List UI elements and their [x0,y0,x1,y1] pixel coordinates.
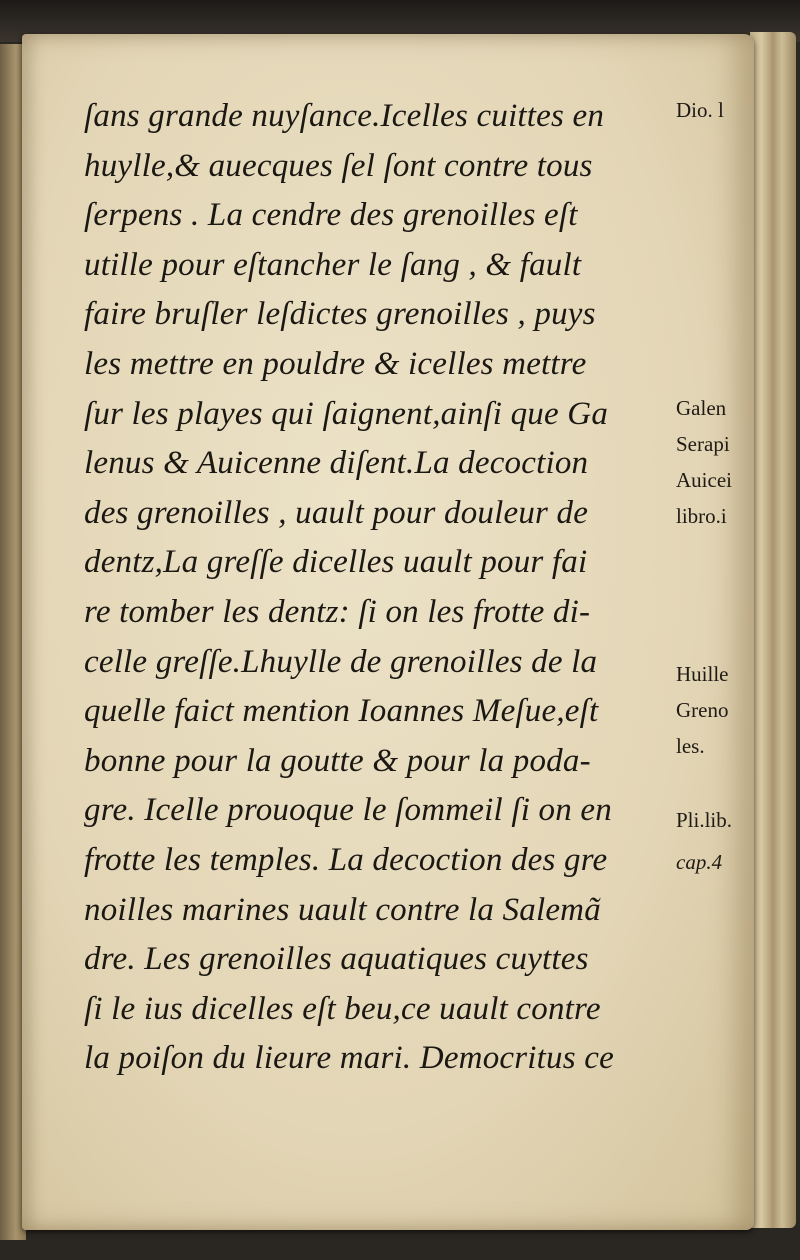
margin-note: cap.4 [676,850,723,874]
text-line: dentz,La greſſe dicelles uault pour fai [84,544,588,581]
margin-note: Galen [676,396,727,420]
text-line: noilles marines uault contre la Salemã [84,891,601,928]
margin-note: Greno [676,698,729,722]
body-text [84,92,674,1084]
margin-note: les. [676,734,705,758]
text-line: gre. Icelle prouoque le ſommeil ſi on en [84,792,612,829]
text-line: frotte les temples. La decoction des gre [84,841,608,878]
margin-note: Serapi [676,432,730,456]
text-line: lenus & Auicenne diſent.La decoction [84,445,589,482]
margin-note: libro.i [676,504,727,528]
text-line: celle greſſe.Lhuylle de grenoilles de la [84,643,598,680]
text-line: ſans grande nuyſance.Icelles cuittes en [84,98,605,134]
text-line: des grenoilles , uault pour douleur de [84,494,589,531]
page-stack-edge [750,32,796,1228]
text-line: utille pour eſtancher le ſang , & fault [84,246,582,283]
text-line: ſur les playes qui ſaignent,ainſi que Ga [84,395,609,432]
margin-note: Pli.lib. [676,808,733,832]
text-line: huylle,& auecques ſel ſont contre tous [84,147,593,184]
text-line: re tomber les dentz: ſi on les frotte di- [84,593,591,630]
text-line: ſi le ius dicelles eſt beu,ce uault contre [84,990,601,1027]
text-line: les mettre en pouldre & icelles mettre [84,345,587,382]
text-line: quelle faict mention Ioannes Meſue,eſt [84,693,599,730]
text-line: la poiſon du lieure mari. Democritus ce [84,1040,614,1077]
text-line: ſerpens . La cendre des grenoilles eſt [84,197,578,234]
text-line: faire bruſler leſdictes grenoilles , puys [84,296,596,333]
text-line: bonne pour la goutte & pour la poda- [84,742,591,779]
margin-note: Dio. l [676,98,724,122]
text-line: dre. Les grenoilles aquatiques cuyttes [84,941,589,978]
margin-note: Huille [676,662,729,686]
margin-notes [672,92,752,1092]
margin-note: Auicei [676,468,732,492]
